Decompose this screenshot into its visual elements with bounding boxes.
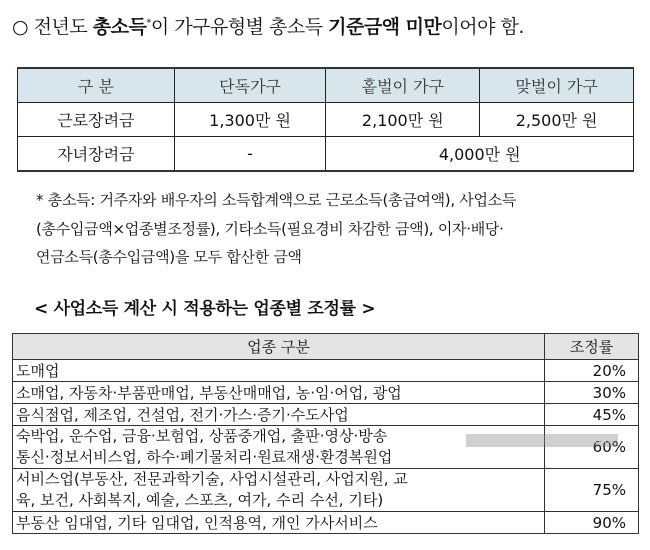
heading-post: 이어야 함. (441, 16, 524, 38)
table-header-row (18, 68, 634, 103)
industry-line: 육, 보건, 사회복지, 예술, 스포츠, 여가, 수리 수선, 기타) (16, 491, 384, 509)
table-cell: 1,300만 원 (174, 103, 326, 137)
industry-line: 통신·정보서비스업, 하수·폐기물처리·원료재생·환경복원업 (16, 448, 393, 466)
table-row (13, 426, 639, 469)
heading-pre: 전년도 (33, 16, 93, 38)
column-header: 업종 구분 (13, 334, 545, 360)
column-header: 단독가구 (174, 68, 326, 103)
rate-cell: 20% (545, 360, 639, 382)
income-threshold-table (17, 67, 634, 172)
footnote-line: 연금소득(총수입금액)을 모두 합산한 금액 (36, 248, 302, 266)
table-row (13, 512, 639, 534)
rate-cell: 45% (545, 404, 639, 426)
industry-cell: 도매업 (13, 360, 545, 382)
table-row (13, 360, 639, 382)
table-cell: - (174, 137, 326, 172)
footnote (36, 186, 636, 272)
footnote-line: (총수입금액×업종별조정률), 기타소득(필요경비 차감한 금액), 이자·배당· (36, 219, 504, 238)
table-row (13, 404, 639, 426)
industry-cell (13, 426, 545, 469)
table-row (13, 382, 639, 404)
rate-cell: 75% (545, 469, 639, 512)
column-header: 구 분 (18, 68, 175, 103)
industry-line: 숙박업, 운수업, 금융·보험업, 상품중개업, 출판·영상·방송 (16, 427, 388, 445)
table-cell: 4,000만 원 (326, 137, 634, 172)
table-cell: 2,100만 원 (326, 103, 480, 137)
heading-bold-threshold: 기준금액 미만 (328, 16, 442, 38)
heading-bold-total-income: 총소득 (92, 16, 147, 38)
table-header-row (13, 334, 639, 360)
heading-footnote-mark: * (146, 17, 151, 29)
table-row (18, 103, 634, 137)
footnote-line: * 총소득: 거주자와 배우자의 소득합계액으로 근로소득(총급여액), 사업소득 (36, 191, 517, 209)
column-header: 홑벌이 가구 (326, 68, 480, 103)
industry-cell: 소매업, 자동차·부품판매업, 부동산매매업, 농·임·어업, 광업 (13, 382, 545, 404)
table-cell: 근로장려금 (18, 103, 175, 137)
table-row (13, 469, 639, 512)
column-header: 조정률 (545, 334, 639, 360)
rate-cell: 90% (545, 512, 639, 534)
subsection-title: < 사업소득 계산 시 적용하는 업종별 조정률 > (34, 299, 376, 319)
industry-cell: 음식점업, 제조업, 건설업, 전기·가스·증기·수도사업 (13, 404, 545, 426)
table-cell: 2,500만 원 (480, 103, 634, 137)
table-row (18, 137, 634, 172)
industry-cell (13, 469, 545, 512)
table-cell: 자녀장려금 (18, 137, 175, 172)
industry-cell: 부동산 임대업, 기타 임대업, 인적용역, 개인 가사서비스 (13, 512, 545, 534)
heading-bullet: ○ (12, 16, 29, 38)
rate-cell: 60% (545, 426, 639, 469)
section-heading (12, 12, 524, 39)
watermark: https://dealsaday.tistory.com (466, 434, 618, 447)
rate-cell: 30% (545, 382, 639, 404)
industry-line: 서비스업(부동산, 전문과학기술, 사업시설관리, 사업지원, 교 (16, 470, 408, 488)
column-header: 맞벌이 가구 (480, 68, 634, 103)
heading-mid: 이 가구유형별 총소득 (150, 16, 329, 38)
